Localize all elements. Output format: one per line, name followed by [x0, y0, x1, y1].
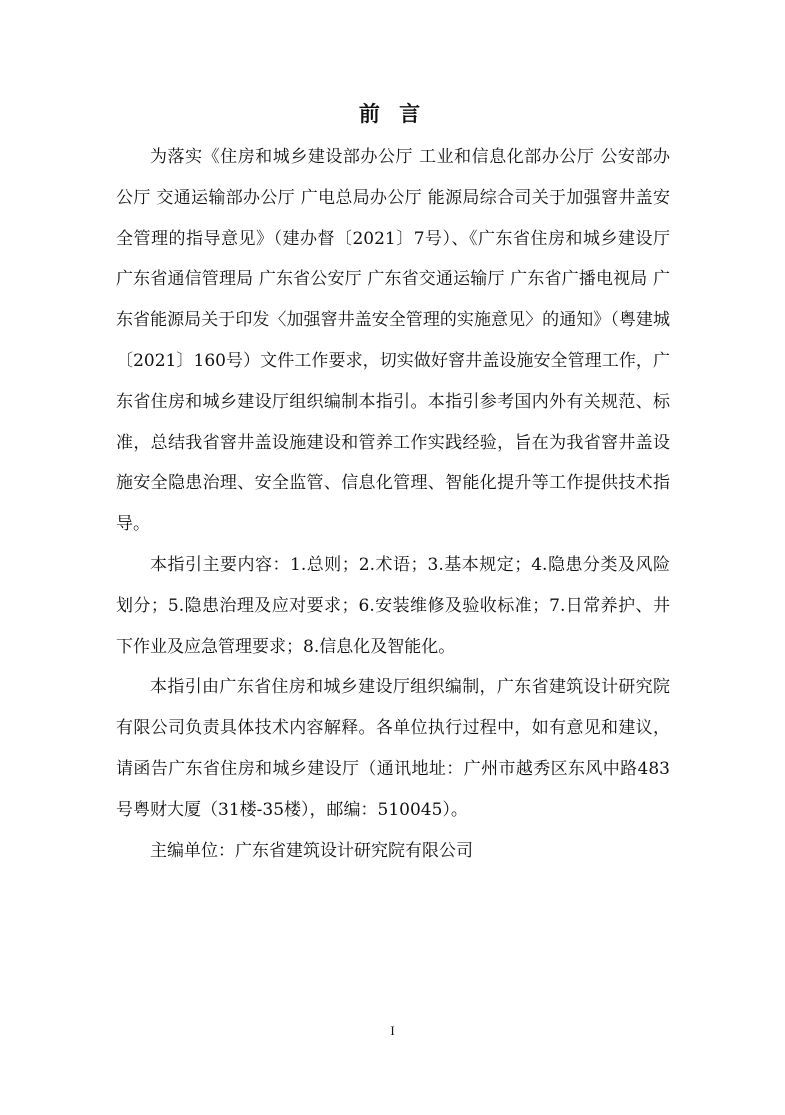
page-title: 前 言: [358, 102, 427, 126]
paragraph-purpose: 为落实《住房和城乡建设部办公厅 工业和信息化部办公厅 公安部办公厅 交通运输部办公厅 广电总局办公厅 能源局综合司关于加强窨井盖安全管理的指导意见》（建办督〔2021〕7号）、《广东省住房和城乡建设厅 广东省通信管理局 广东省公安厅 广东省交通运输厅 广东省广播电视局 广东省能源局关于印发〈加强窨井盖安全管理的实施意见〉的通知》（粤建城〔2021〕160号）文件工作要求，切实做好窨井盖设施安全管理工作，广东省住房和城乡建设厅组织编制本指引。本指引参考国内外有关规范、标准，总结我省窨井盖设施建设和管养工作实践经验，旨在为我省窨井盖设施安全隐患治理、安全监管、信息化管理、智能化提升等工作提供技术指导。: [116, 147, 670, 535]
paragraph-chief-editor: 主编单位：广东省建筑设计研究院有限公司: [150, 840, 473, 861]
page-number: I: [390, 1023, 395, 1038]
document-body: [116, 137, 670, 871]
paragraph-contact: 本指引由广东省住房和城乡建设厅组织编制，广东省建筑设计研究院有限公司负责具体技术内容解释。各单位执行过程中，如有意见和建议，请函告广东省住房和城乡建设厅（通讯地址：广州市越秀区东风中路483号粤财大厦（31楼-35楼），邮编：510045）。: [116, 677, 670, 820]
paragraph-contents: 本指引主要内容：1.总则；2.术语；3.基本规定；4.隐患分类及风险划分；5.隐患治理及应对要求；6.安装维修及验收标准；7.日常养护、井下作业及应急管理要求；8.信息化及智能化。: [116, 554, 670, 657]
